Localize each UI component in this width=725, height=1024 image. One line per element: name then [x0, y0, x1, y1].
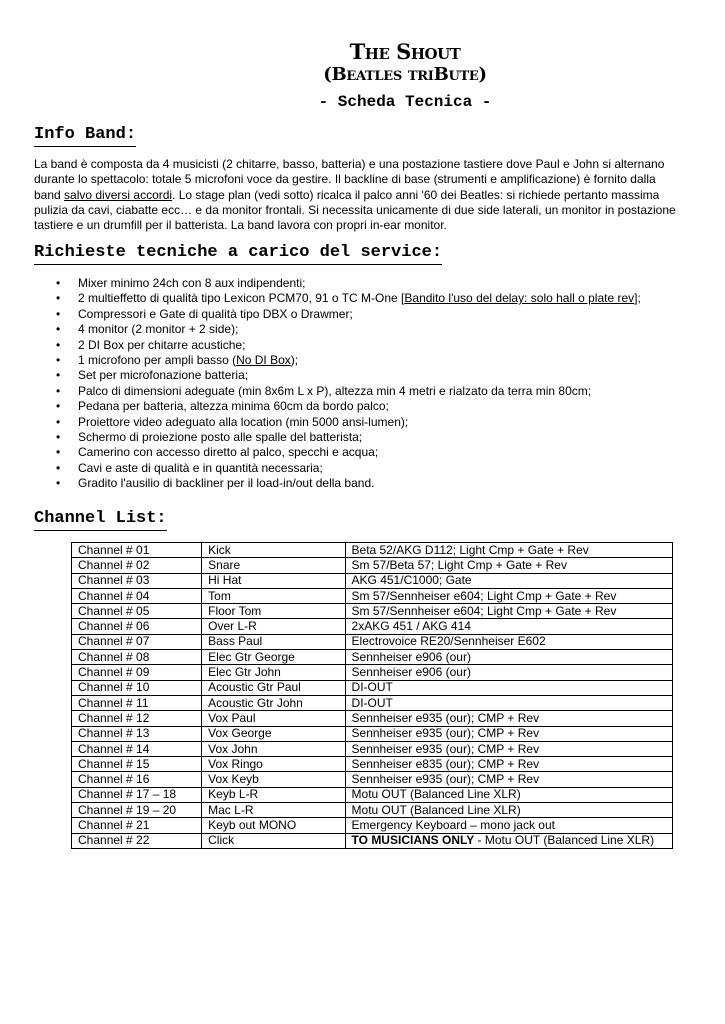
- bullet-icon: •: [56, 476, 61, 491]
- channel-mic-cell: [345, 818, 672, 833]
- channel-mic-cell: [345, 726, 672, 741]
- channel-mic-cell: [345, 650, 672, 665]
- channel-mic-cell: [345, 588, 672, 603]
- channel-source-cell: Vox George: [202, 726, 345, 741]
- channel-mic-cell: [345, 665, 672, 680]
- channel-number-cell: Channel # 12: [72, 711, 202, 726]
- mic-text: Beta 52/AKG D112; Light Cmp + Gate + Rev: [351, 542, 589, 557]
- requirement-item: [56, 399, 696, 414]
- bullet-icon: •: [56, 276, 61, 290]
- requirement-text: 2 DI Box per chitarre acustiche;: [78, 337, 246, 352]
- channel-source-cell: Vox Keyb: [202, 772, 345, 787]
- channel-source-cell: Floor Tom: [202, 604, 345, 619]
- channel-mic-cell: [345, 543, 672, 558]
- channel-mic-cell: [345, 787, 672, 802]
- requirement-item: [56, 461, 696, 476]
- channel-source-cell: Bass Paul: [202, 634, 345, 649]
- table-row: [72, 772, 673, 787]
- channel-number-cell: Channel # 04: [72, 588, 202, 603]
- requirement-item: [56, 415, 696, 430]
- channel-source-cell: Keyb out MONO: [202, 818, 345, 833]
- table-row: [72, 634, 673, 649]
- requirement-item: [56, 430, 696, 445]
- table-row: [72, 803, 673, 818]
- channel-number-cell: Channel # 11: [72, 695, 202, 710]
- requirement-item: [56, 307, 696, 322]
- bullet-icon: •: [56, 414, 61, 429]
- channel-source-cell: Acoustic Gtr John: [202, 695, 345, 710]
- band-subtitle: (Beatles triBute): [323, 64, 487, 85]
- info-band-underlined-text: salvo diversi accordi: [64, 187, 173, 202]
- info-band-paragraph: [34, 157, 684, 233]
- table-row: [72, 818, 673, 833]
- mic-text: Motu OUT (Balanced Line XLR): [351, 802, 521, 817]
- channel-number-cell: Channel # 19 – 20: [72, 803, 202, 818]
- mic-text: Emergency Keyboard – mono jack out: [351, 817, 555, 832]
- table-row: [72, 711, 673, 726]
- channel-mic-cell: [345, 558, 672, 573]
- requirement-item: [56, 353, 696, 368]
- channel-mic-cell: [345, 695, 672, 710]
- mic-text: Electrovoice RE20/Sennheiser E602: [351, 634, 546, 649]
- table-row: [72, 604, 673, 619]
- bullet-icon: •: [56, 306, 61, 321]
- channel-table-body: [72, 543, 673, 849]
- channel-source-cell: Acoustic Gtr Paul: [202, 680, 345, 695]
- channel-source-cell: Kick: [202, 543, 345, 558]
- requirement-text: Palco di dimensioni adeguate (min 8x6m L x P), altezza min 4 metri e rialzato da terra min 80cm;: [78, 383, 592, 398]
- bullet-icon: •: [56, 322, 61, 337]
- bullet-icon: •: [56, 368, 61, 383]
- requirements-heading: Richieste tecniche a carico del service:: [34, 243, 442, 265]
- requirement-item: [56, 322, 696, 337]
- channel-mic-cell: [345, 680, 672, 695]
- table-row: [72, 680, 673, 695]
- channel-source-cell: Over L-R: [202, 619, 345, 634]
- table-row: [72, 787, 673, 802]
- channel-list-heading: Channel List:: [34, 509, 167, 531]
- requirement-text: Pedana per batteria, altezza minima 60cm da bordo palco;: [78, 399, 389, 414]
- bullet-icon: •: [56, 383, 61, 398]
- channel-source-cell: Elec Gtr George: [202, 650, 345, 665]
- bullet-icon: •: [56, 460, 61, 475]
- channel-number-cell: Channel # 10: [72, 680, 202, 695]
- requirement-text: Schermo di proiezione posto alle spalle del batterista;: [78, 429, 363, 444]
- requirement-text: Cavi e aste di qualità e in quantità necessaria;: [78, 460, 323, 475]
- mic-text: AKG 451/C1000; Gate: [351, 573, 472, 588]
- info-band-heading: Info Band:: [34, 125, 136, 147]
- channel-mic-cell: [345, 757, 672, 772]
- channel-number-cell: Channel # 05: [72, 604, 202, 619]
- channel-source-cell: Keyb L-R: [202, 787, 345, 802]
- channel-source-cell: Vox Ringo: [202, 757, 345, 772]
- channel-mic-cell: [345, 711, 672, 726]
- table-row: [72, 588, 673, 603]
- bullet-icon: •: [56, 352, 61, 367]
- channel-number-cell: Channel # 01: [72, 543, 202, 558]
- channel-number-cell: Channel # 08: [72, 650, 202, 665]
- channel-number-cell: Channel # 14: [72, 741, 202, 756]
- channel-source-cell: Elec Gtr John: [202, 665, 345, 680]
- table-row: [72, 665, 673, 680]
- channel-number-cell: Channel # 06: [72, 619, 202, 634]
- mic-text: Sennheiser e935 (our); CMP + Rev: [351, 726, 540, 741]
- channel-number-cell: Channel # 22: [72, 833, 202, 848]
- requirement-text: );: [290, 352, 299, 367]
- channel-list-table: [71, 542, 673, 849]
- channel-number-cell: Channel # 15: [72, 757, 202, 772]
- channel-mic-cell: [345, 741, 672, 756]
- requirement-underlined-text: Bandito l'uso del delay: solo hall o plate rev: [404, 291, 635, 306]
- bullet-icon: •: [56, 291, 61, 306]
- mic-text: Motu OUT (Balanced Line XLR): [351, 787, 521, 802]
- bullet-icon: •: [56, 429, 61, 444]
- channel-source-cell: Click: [202, 833, 345, 848]
- bullet-icon: •: [56, 399, 61, 414]
- band-title: The Shout: [349, 39, 461, 64]
- channel-number-cell: Channel # 17 – 18: [72, 787, 202, 802]
- table-row: [72, 573, 673, 588]
- channel-mic-cell: [345, 833, 672, 848]
- mic-text: Sennheiser e935 (our); CMP + Rev: [351, 710, 540, 725]
- mic-text: DI-OUT: [351, 695, 393, 710]
- requirement-text: Gradito l'ausilio di backliner per il load-in/out della band.: [78, 476, 375, 491]
- channel-number-cell: Channel # 09: [72, 665, 202, 680]
- mic-text: Sm 57/Beta 57; Light Cmp + Gate + Rev: [351, 557, 567, 572]
- requirement-text: Compressori e Gate di qualità tipo DBX o Drawmer;: [78, 306, 353, 321]
- requirement-item: [56, 276, 696, 291]
- mic-text: Sennheiser e935 (our); CMP + Rev: [351, 741, 540, 756]
- requirement-text: 1 microfono per ampli basso (: [78, 352, 237, 367]
- requirement-underlined-text: No DI Box: [236, 352, 291, 367]
- mic-text: Sennheiser e906 (our): [351, 665, 471, 680]
- document-header: [300, 40, 510, 86]
- channel-mic-cell: [345, 634, 672, 649]
- table-row: [72, 757, 673, 772]
- table-row: [72, 543, 673, 558]
- channel-number-cell: Channel # 21: [72, 818, 202, 833]
- table-row: [72, 650, 673, 665]
- table-row: [72, 695, 673, 710]
- mic-bold-text: TO MUSICIANS ONLY: [351, 833, 475, 848]
- channel-number-cell: Channel # 13: [72, 726, 202, 741]
- table-row: [72, 726, 673, 741]
- channel-mic-cell: [345, 619, 672, 634]
- document-subtitle: - Scheda Tecnica -: [318, 93, 492, 111]
- mic-text: Sm 57/Sennheiser e604; Light Cmp + Gate + Rev: [351, 588, 617, 603]
- requirement-text: Proiettore video adeguato alla location (min 5000 ansi-lumen);: [78, 414, 409, 429]
- mic-text: 2xAKG 451 / AKG 414: [351, 619, 471, 634]
- table-row: [72, 833, 673, 848]
- mic-text: DI-OUT: [351, 680, 393, 695]
- requirement-item: [56, 291, 696, 306]
- mic-text: Sm 57/Sennheiser e604; Light Cmp + Gate + Rev: [351, 603, 617, 618]
- channel-source-cell: Vox Paul: [202, 711, 345, 726]
- requirement-item: [56, 384, 696, 399]
- requirement-item: [56, 368, 696, 383]
- bullet-icon: •: [56, 337, 61, 352]
- requirement-item: [56, 476, 696, 491]
- requirement-item: [56, 445, 696, 460]
- mic-text: Sennheiser e935 (our); CMP + Rev: [351, 772, 540, 787]
- bullet-icon: •: [56, 445, 61, 460]
- info-band-text-1: La band è composta da 4 musicisti (2 chitarre, basso, batteria) e una postazione tastiere dove Paul e John si alternano durante lo spettacolo: totale 5 microfoni voce da gestire. Il backline di base (strumenti e amplificazione) è fornito dalla band: [34, 157, 665, 202]
- channel-mic-cell: [345, 573, 672, 588]
- requirement-text: 2 multieffetto di qualità tipo Lexicon PCM70, 91 o TC M-One [: [78, 291, 405, 306]
- mic-text: Sennheiser e906 (our): [351, 649, 471, 664]
- channel-mic-cell: [345, 772, 672, 787]
- info-band-text-2: . Lo stage plan (vedi sotto) ricalca il palco anni '60 dei Beatles: si richiede pertanto massima pulizia da cavi, ciabatte ecc… e da monitor frontali. Si necessita unicamente di due side laterali, un monitor in postazione tastiere e un drumfill per il batterista. La band lavora con propri in-ear monitor.: [34, 187, 676, 233]
- requirement-text: Camerino con accesso diretto al palco, specchi e acqua;: [78, 445, 379, 460]
- table-row: [72, 558, 673, 573]
- mic-text: Sennheiser e835 (our); CMP + Rev: [351, 756, 540, 771]
- requirement-text: ];: [634, 291, 641, 306]
- channel-mic-cell: [345, 803, 672, 818]
- channel-mic-cell: [345, 604, 672, 619]
- channel-number-cell: Channel # 02: [72, 558, 202, 573]
- channel-source-cell: Tom: [202, 588, 345, 603]
- channel-source-cell: Vox John: [202, 741, 345, 756]
- channel-source-cell: Hi Hat: [202, 573, 345, 588]
- channel-source-cell: Mac L-R: [202, 803, 345, 818]
- requirement-text: Mixer minimo 24ch con 8 aux indipendenti;: [78, 276, 306, 290]
- channel-number-cell: Channel # 07: [72, 634, 202, 649]
- channel-source-cell: Snare: [202, 558, 345, 573]
- requirement-text: 4 monitor (2 monitor + 2 side);: [78, 322, 239, 337]
- requirements-list: [56, 276, 696, 491]
- requirement-text: Set per microfonazione batteria;: [78, 368, 249, 383]
- channel-number-cell: Channel # 03: [72, 573, 202, 588]
- table-row: [72, 741, 673, 756]
- requirement-item: [56, 338, 696, 353]
- channel-number-cell: Channel # 16: [72, 772, 202, 787]
- mic-text: - Motu OUT (Balanced Line XLR): [474, 833, 655, 848]
- table-row: [72, 619, 673, 634]
